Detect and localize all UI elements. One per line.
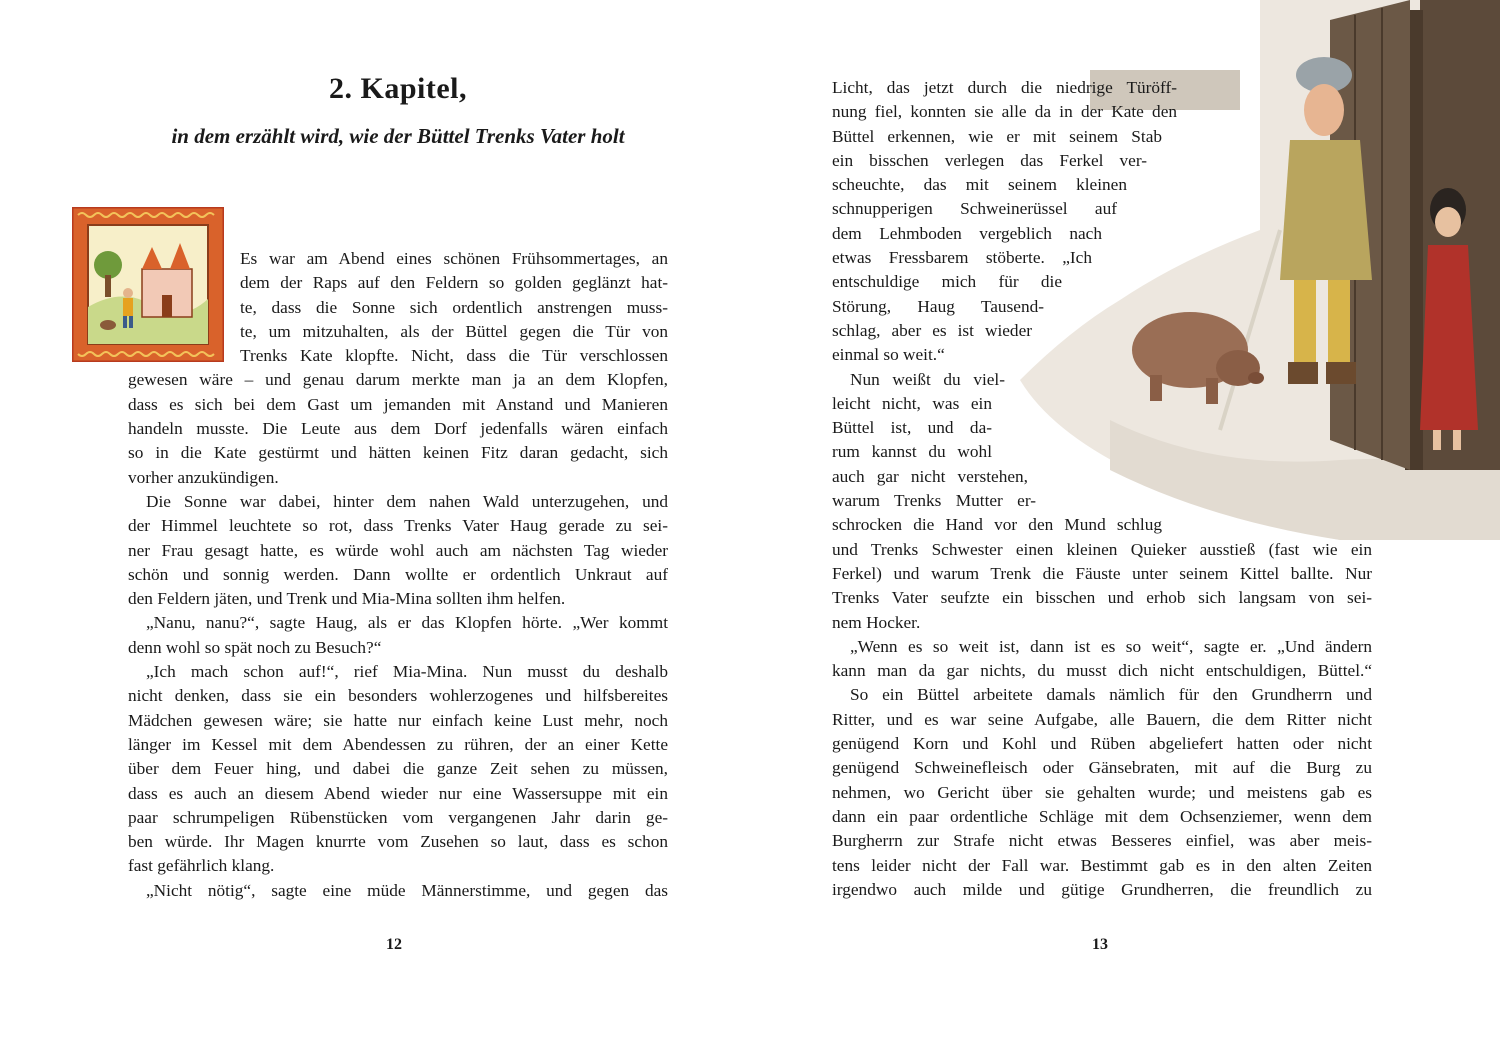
text-line: schrocken die Hand vor den Mund schlug <box>832 515 1162 535</box>
text-line: rum kannst du wohl <box>832 442 992 462</box>
text-line: Mädchen gewesen wäre; sie hatte nur einfach keine Lust mehr, noch <box>128 710 668 730</box>
text-line: schön und sonnig werden. Dann wollte er ordentlich Unkraut auf <box>128 564 668 584</box>
text-line: fast gefährlich klang. <box>128 856 275 876</box>
text-line: etwas Fressbarem stöberte. „Ich <box>832 248 1092 268</box>
text-line: warum Trenks Mutter er- <box>832 491 1036 511</box>
text-line: schlag, aber es ist wieder <box>832 320 1032 340</box>
text-line: einmal so weit.“ <box>832 345 945 365</box>
text-line: Licht, das jetzt durch die niedrige Türöff- <box>832 78 1177 97</box>
text-line: Die Sonne war dabei, hinter dem nahen Wald unterzugehen, und <box>146 491 668 511</box>
text-line: Büttel erkennen, wie er mit seinem Stab <box>832 126 1162 146</box>
text-line: Ferkel) und warum Trenk die Fäuste unter seinem Kittel ballte. Nur <box>832 563 1372 583</box>
text-line: irgendwo auch milde und gütige Grundherren, die freundlich zu <box>832 879 1372 899</box>
text-line: te, um mitzuhalten, als der Büttel gegen die Tür von <box>240 321 668 341</box>
right-body-text <box>832 76 1372 902</box>
text-line: ben würde. Ihr Magen knurrte vom Zusehen so laut, dass es schon <box>128 832 668 852</box>
text-line: gewesen wäre – und genau darum merkte man ja an dem Klopfen, <box>128 370 668 390</box>
text-line: „Nicht nötig“, sagte eine müde Männerstimme, und gegen das <box>146 880 668 900</box>
text-line: ner Frau gesagt hatte, es würde wohl auch am nächsten Tag wieder <box>128 540 668 560</box>
text-line: te, dass die Sonne sich ordentlich anstrengen muss- <box>240 297 668 317</box>
text-line: so in die Kate gestürmt und hätten keinen Fitz daran gedacht, sich <box>128 443 668 463</box>
text-line: vorher anzukündigen. <box>128 467 279 487</box>
text-line: Es war am Abend eines schönen Frühsommertages, an <box>240 249 668 268</box>
text-line: Störung, Haug Tausend- <box>832 296 1044 316</box>
text-line: der Himmel leuchtete so rot, dass Trenks Vater Haug gerade zu sei- <box>128 516 668 536</box>
text-line: auch gar nicht verstehen, <box>832 466 1028 486</box>
text-line: dann ein paar ordentliche Schläge mit dem Ochsenziemer, wenn dem <box>832 806 1372 826</box>
text-line: den Feldern jäten, und Trenk und Mia-Mina sollten ihm helfen. <box>128 589 566 609</box>
chapter-subtitle: in dem erzählt wird, wie der Büttel Trenks Vater holt <box>171 124 625 148</box>
text-line: schnupperigen Schweinerüssel auf <box>832 199 1117 219</box>
text-line: länger im Kessel mit dem Abendessen zu rühren, der an einer Kette <box>128 734 668 754</box>
text-line: dass es auch an diesem Abend wieder nur eine Wassersuppe mit ein <box>128 783 668 803</box>
text-line: nehmen, wo Gericht über sie gehalten wurde; und meistens gab es <box>832 782 1372 802</box>
text-line: denn wohl so spät noch zu Besuch?“ <box>128 637 382 657</box>
text-line: genügend Schweinefleisch oder Gänsebraten, mit auf die Burg zu <box>832 758 1372 778</box>
page-number: 13 <box>1092 936 1108 953</box>
left-body-text <box>128 247 668 903</box>
text-line: dem Lehmboden vergeblich nach <box>832 223 1102 243</box>
text-line: und Trenks Schwester einen kleinen Quieker ausstieß (fast wie ein <box>832 539 1372 559</box>
text-line: Trenks Kate klopfte. Nicht, dass die Tür verschlossen <box>240 346 668 366</box>
text-line: „Nanu, nanu?“, sagte Haug, als er das Klopfen hörte. „Wer kommt <box>146 613 668 633</box>
text-line: scheuchte, das mit seinem kleinen <box>832 175 1127 195</box>
text-line: „Ich mach schon auf!“, rief Mia-Mina. Nun musst du deshalb <box>146 662 668 682</box>
text-line: Büttel ist, und da- <box>832 418 992 438</box>
text-line: Trenks Vater seufzte ein bisschen und erhob sich langsam von sei- <box>832 588 1372 608</box>
text-line: So ein Büttel arbeitete damals nämlich für den Grundherrn und <box>850 685 1372 705</box>
text-line: Burgherrn zur Strafe nicht etwas Besseres einfiel, was aber meis- <box>832 831 1372 851</box>
text-line: entschuldige mich für die <box>832 272 1062 292</box>
text-line: dass es sich bei dem Gast um jemanden mit Anstand und Manieren <box>128 394 668 414</box>
text-line: nung fiel, konnten sie alle da in der Kate den <box>832 102 1177 122</box>
text-line: nem Hocker. <box>832 612 921 632</box>
text-line: genügend Korn und Kohl und Rüben abgeliefert hatten oder nicht <box>832 734 1372 754</box>
text-line: ein bisschen verlegen das Ferkel ver- <box>832 150 1147 170</box>
text-line: paar schrumpeligen Rübenstücken vom vergangenen Jahr darin ge- <box>128 807 668 827</box>
text-line: nicht denken, dass sie ein besonders wohlerzogenes und hilfsbereites <box>128 686 668 706</box>
chapter-title: 2. Kapitel, <box>329 72 467 105</box>
text-line: Nun weißt du viel- <box>850 369 1005 389</box>
text-line: über dem Feuer hing, und dabei die ganze Zeit sehen zu müssen, <box>128 759 668 779</box>
text-line: kann man da gar nichts, du musst dich nicht entschuldigen, Büttel.“ <box>832 661 1372 681</box>
text-line: dem der Raps auf den Feldern so golden geglänzt hat- <box>240 273 668 293</box>
text-line: leicht nicht, was ein <box>832 393 992 413</box>
page-number: 12 <box>386 936 402 953</box>
text-line: tens leider nicht der Fall war. Bestimmt gab es in den alten Zeiten <box>832 855 1372 875</box>
text-line: handeln musste. Die Leute aus dem Dorf jedenfalls wären einfach <box>128 419 668 439</box>
text-line: Ritter, und es war seine Aufgabe, alle Bauern, die dem Ritter nicht <box>832 709 1372 729</box>
text-line: „Wenn es so weit ist, dann ist es so weit“, sagte er. „Und ändern <box>850 636 1372 656</box>
